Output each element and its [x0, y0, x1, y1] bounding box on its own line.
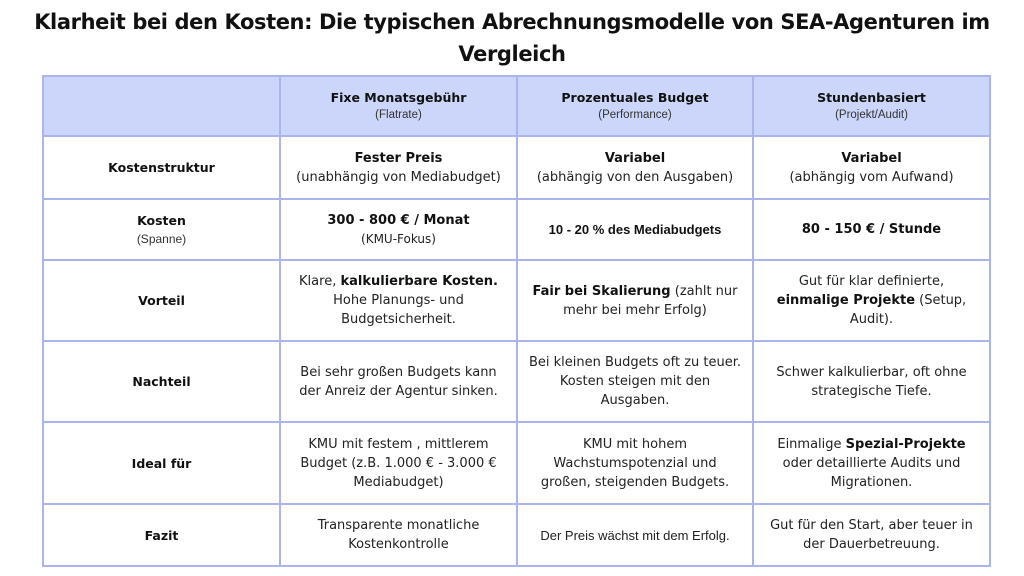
- row-label-cell: [43, 422, 280, 504]
- cell-text: Bei kleinen Budgets oft zu teuer. Kosten steigen mit den Ausgaben.: [528, 355, 742, 408]
- table-cell: [280, 199, 517, 260]
- table-row-ideal-fuer: [43, 422, 990, 504]
- table-cell: [280, 422, 517, 504]
- row-label-cell: [43, 504, 280, 566]
- row-label: Kostenstruktur: [108, 160, 215, 175]
- header-cell-empty: [43, 76, 280, 136]
- table-row-fazit: [43, 504, 990, 566]
- cell-bold: kalkulierbare Kosten.: [340, 274, 498, 289]
- cell-bold: Spezial-Projekte: [845, 436, 966, 452]
- cell-text: Der Preis wächst mit dem Erfolg.: [540, 527, 730, 543]
- cell-text: Klare,: [299, 274, 341, 289]
- cell-text: KMU mit festem , mittlerem Budget (z.B. 1.000 € - 3.000 € Mediabudget): [300, 436, 497, 490]
- cell-sub: (unabhängig von Mediabudget): [296, 169, 501, 185]
- cell-main: Fester Preis: [354, 150, 443, 166]
- cell-text: Hohe Planungs- und Budgetsicherheit.: [333, 293, 464, 327]
- table-cell: [517, 136, 753, 199]
- row-sublabel: (Spanne): [136, 231, 187, 246]
- row-label: Ideal für: [131, 455, 192, 471]
- cell-bold: Fair bei Skalierung: [532, 283, 671, 299]
- row-label-cell: [43, 199, 280, 260]
- table-cell: [517, 504, 753, 566]
- cell-main: 10 - 20 % des Mediabudgets: [548, 222, 722, 237]
- header-sublabel: (Projekt/Audit): [835, 109, 908, 121]
- cell-text: Gut für klar definierte,: [798, 274, 945, 289]
- table-cell: [517, 260, 753, 341]
- table-cell: [280, 341, 517, 422]
- row-label: Nachteil: [132, 374, 191, 389]
- table-cell: [753, 341, 990, 422]
- cell-bold: einmalige Projekte: [776, 293, 916, 308]
- cell-text: (Setup, Audit).: [849, 293, 967, 327]
- cell-main: 80 - 150 € / Stunde: [801, 222, 942, 237]
- table-cell: [753, 199, 990, 260]
- table-cell: [517, 422, 753, 504]
- cell-text: Einmalige: [777, 436, 846, 452]
- table-cell: [753, 260, 990, 341]
- table-row-vorteil: [43, 260, 990, 341]
- table-cell: [280, 136, 517, 199]
- cell-text: (zahlt nur mehr bei mehr Erfolg): [563, 283, 738, 318]
- title-line-2: Vergleich: [458, 42, 566, 66]
- table-row-kostenstruktur: [43, 136, 990, 199]
- cell-text: KMU mit hohem Wachstumspotenzial und großen, steigenden Budgets.: [540, 436, 730, 490]
- header-label: Fixe Monatsgebühr: [330, 90, 467, 105]
- cell-main: Variabel: [604, 150, 666, 166]
- row-label: Vorteil: [138, 293, 185, 308]
- cell-main: Variabel: [841, 150, 902, 166]
- cell-text: Transparente monatliche Kostenkontrolle: [317, 518, 480, 552]
- cell-sub: (abhängig vom Aufwand): [789, 169, 954, 185]
- row-label-cell: [43, 341, 280, 422]
- table-cell: [517, 341, 753, 422]
- cell-text: Schwer kalkulierbar, oft ohne strategische Tiefe.: [776, 364, 967, 399]
- row-label: Fazit: [144, 527, 179, 543]
- cell-text: Gut für den Start, aber teuer in der Dauerbetreuung.: [770, 518, 973, 552]
- header-cell-flatrate: [280, 76, 517, 136]
- cell-sub: (KMU-Fokus): [361, 231, 436, 246]
- cell-text: oder detaillierte Audits und Migrationen.: [782, 455, 961, 490]
- table-cell: [280, 260, 517, 341]
- comparison-table: [42, 75, 991, 567]
- header-label: Stundenbasiert: [817, 90, 926, 105]
- header-sublabel: (Performance): [598, 109, 672, 121]
- header-label: Prozentuales Budget: [561, 90, 709, 105]
- table-cell: [753, 504, 990, 566]
- table-cell: [280, 504, 517, 566]
- row-label-cell: [43, 260, 280, 341]
- header-row: [43, 76, 990, 136]
- table-cell: [517, 199, 753, 260]
- page-title: [0, 6, 1024, 70]
- table-row-kosten: [43, 199, 990, 260]
- cell-main: 300 - 800 € / Monat: [327, 212, 470, 228]
- table-row-nachteil: [43, 341, 990, 422]
- cell-sub: (abhängig von den Ausgaben): [536, 169, 734, 185]
- row-label-cell: [43, 136, 280, 199]
- title-line-1: Klarheit bei den Kosten: Die typischen Abrechnungsmodelle von SEA-Agenturen im: [34, 10, 990, 34]
- table-cell: [753, 422, 990, 504]
- header-sublabel: (Flatrate): [375, 109, 422, 121]
- cell-text: Bei sehr großen Budgets kann der Anreiz der Agentur sinken.: [299, 364, 498, 399]
- header-cell-hourly: [753, 76, 990, 136]
- row-label: Kosten: [137, 212, 186, 228]
- table-cell: [753, 136, 990, 199]
- header-cell-performance: [517, 76, 753, 136]
